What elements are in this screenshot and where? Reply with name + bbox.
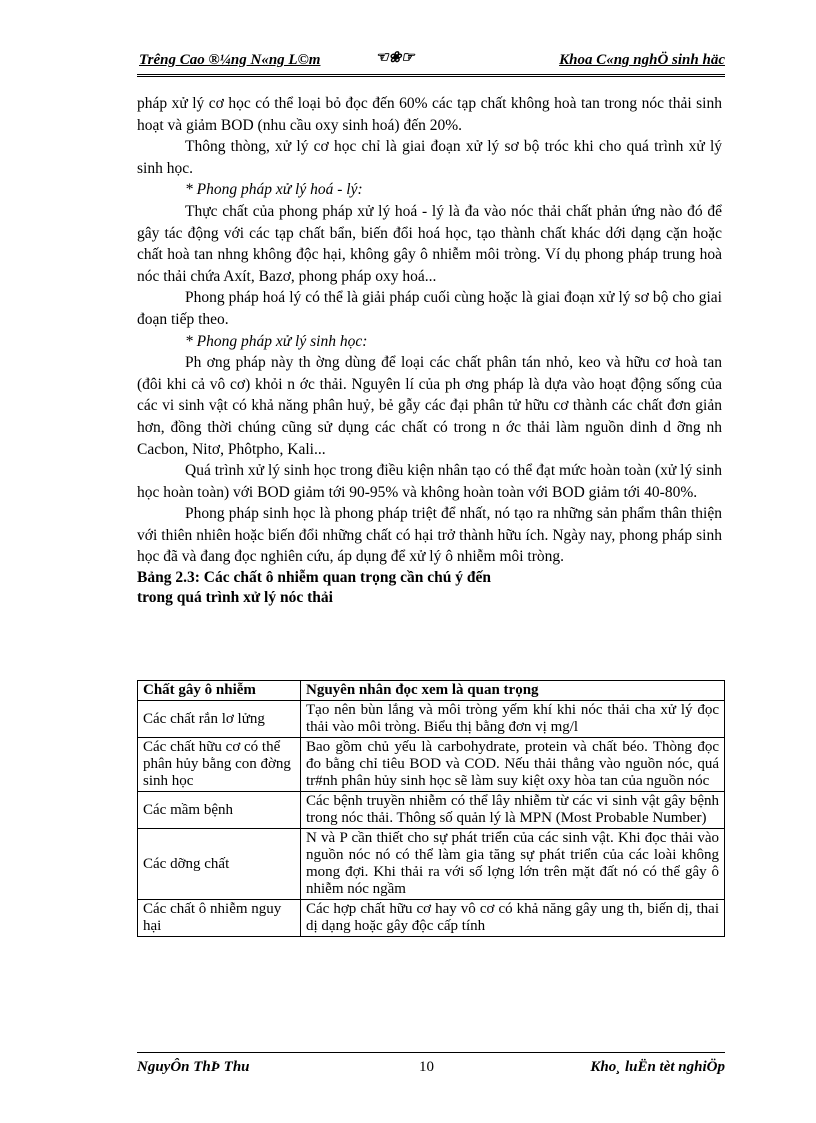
section-heading: * Phong pháp xử lý sinh học:: [185, 332, 368, 350]
header-school: Trêng Cao ®¼ng N«ng L©m: [139, 52, 321, 68]
paragraph: Quá trình xử lý sinh học trong điều kiện nhân tạo có thể đạt mức hoàn toàn (xử lý sinh học hoàn toàn) với BOD giảm tới 90-95% và không hoàn toàn với BOD giảm tới 40-80%.: [137, 462, 722, 501]
table-row: [138, 900, 725, 937]
table-row: [138, 829, 725, 900]
table-row: [138, 792, 725, 829]
table-row: [138, 701, 725, 738]
table-cell: N và P cần thiết cho sự phát triển của các sinh vật. Khi đọc thải vào nguồn nóc nó có thể làm gia tăng sự phát triển của các loài không mong đợi. Khi thải ra với số lợng lớn trên mặt đất nó có thể gây ô nhiễm nóc ngầm: [301, 829, 725, 900]
section-heading: * Phong pháp xử lý hoá - lý:: [185, 181, 363, 199]
table-header-row: [138, 681, 725, 701]
paragraph: Phong pháp hoá lý có thể là giải pháp cuối cùng hoặc là giai đoạn xử lý sơ bộ cho giai đoạn tiếp theo.: [137, 289, 722, 328]
table-cell: Các chất hữu cơ có thể phân hủy bằng con đờng sinh học: [138, 738, 301, 792]
paragraph: Thông thòng, xử lý cơ học chỉ là giai đoạn xử lý sơ bộ tróc khi cho quá trình xử lý sinh học.: [137, 138, 722, 177]
paragraph: pháp xử lý cơ học có thể loại bỏ đọc đến 60% các tạp chất không hoà tan trong nóc thải sinh hoạt và giảm BOD (nhu cầu oxy sinh hoá) đến 20%.: [137, 95, 722, 134]
table-row: [138, 738, 725, 792]
footer-author: NguyÔn ThÞ Thu: [137, 1059, 250, 1075]
page-footer: [137, 1052, 725, 1079]
footer-thesis: Kho¸ luËn tèt nghiÖp: [590, 1059, 725, 1075]
table-cell: Bao gồm chủ yếu là carbohydrate, protein và chất béo. Thòng đọc đo bằng chỉ tiêu BOD và COD. Nếu thải thẳng vào nguồn nóc, quá tr#nh phân hủy sinh học sẽ làm suy kiệt oxy hòa tan của nguồn nóc: [301, 738, 725, 792]
table-cell: Tạo nên bùn lắng và môi tròng yếm khí khi nóc thải cha xử lý đọc thải vào môi tròng. Biểu thị bằng đơn vị mg/l: [301, 701, 725, 738]
column-header: Chất gây ô nhiễm: [138, 681, 301, 701]
page-header: [137, 48, 725, 77]
table-caption-line2: trong quá trình xử lý nóc thải: [137, 589, 333, 607]
table-cell: Các bệnh truyền nhiễm có thể lây nhiễm từ các vi sinh vật gây bệnh trong nóc thải. Thông số quản lý là MPN (Most Probable Number): [301, 792, 725, 829]
header-faculty: Khoa C«ng nghÖ sinh häc: [559, 52, 725, 68]
paragraph: Ph ơng pháp này th ờng dùng để loại các chất phân tán nhỏ, keo và hữu cơ hoà tan (đôi khi cả vô cơ) khỏi n ớc thải. Nguyên lí của ph ơng pháp là dựa vào hoạt động sống của các vi sinh vật có khả năng phân huỷ, bẻ gẫy các đại phân tử hữu cơ thành các chất đơn giản hơn, đồng thời chúng cũng sử dụng các chất có trong n ớc thải làm nguồn dinh d ỡng nh Cacbon, Nitơ, Phôtpho, Kali...: [137, 354, 722, 458]
table-cell: Các chất ô nhiễm nguy hại: [138, 900, 301, 937]
pollutant-table: [137, 680, 725, 937]
table-cell: Các mầm bệnh: [138, 792, 301, 829]
table-caption: Bảng 2.3: Các chất ô nhiễm quan trọng cần chú ý đến: [137, 569, 491, 587]
header-logo-icon: ☜❀☞: [375, 50, 415, 66]
table-cell: Các hợp chất hữu cơ hay vô cơ có khả năng gây ung th, biến dị, thai dị dạng hoặc gây độc cấp tính: [301, 900, 725, 937]
body-text: [137, 93, 722, 608]
table-cell: Các dỡng chất: [138, 829, 301, 900]
column-header: Nguyên nhân đọc xem là quan trọng: [301, 681, 725, 701]
paragraph: Phong pháp sinh học là phong pháp triệt để nhất, nó tạo ra những sản phẩm thân thiện với thiên nhiên hoặc biến đổi những chất có hại trở thành hữu ích. Ngày nay, phong pháp sinh học đã và đang đọc nghiên cứu, áp dụng để xử lý ô nhiễm môi tròng.: [137, 505, 722, 566]
page-number: 10: [419, 1059, 434, 1075]
table-cell: Các chất rắn lơ lửng: [138, 701, 301, 738]
paragraph: Thực chất của phong pháp xử lý hoá - lý là đa vào nóc thải chất phản ứng nào đó để gây tác động với các tạp chất bẩn, biến đổi hoá học, tạo thành chất khác dới dạng cặn hoặc chất hoà tan nhng không độc hại, không gây ô nhiễm môi tròng. Ví dụ phong pháp trung hoà nóc thải chứa Axít, Bazơ, phong pháp oxy hoá...: [137, 202, 722, 285]
